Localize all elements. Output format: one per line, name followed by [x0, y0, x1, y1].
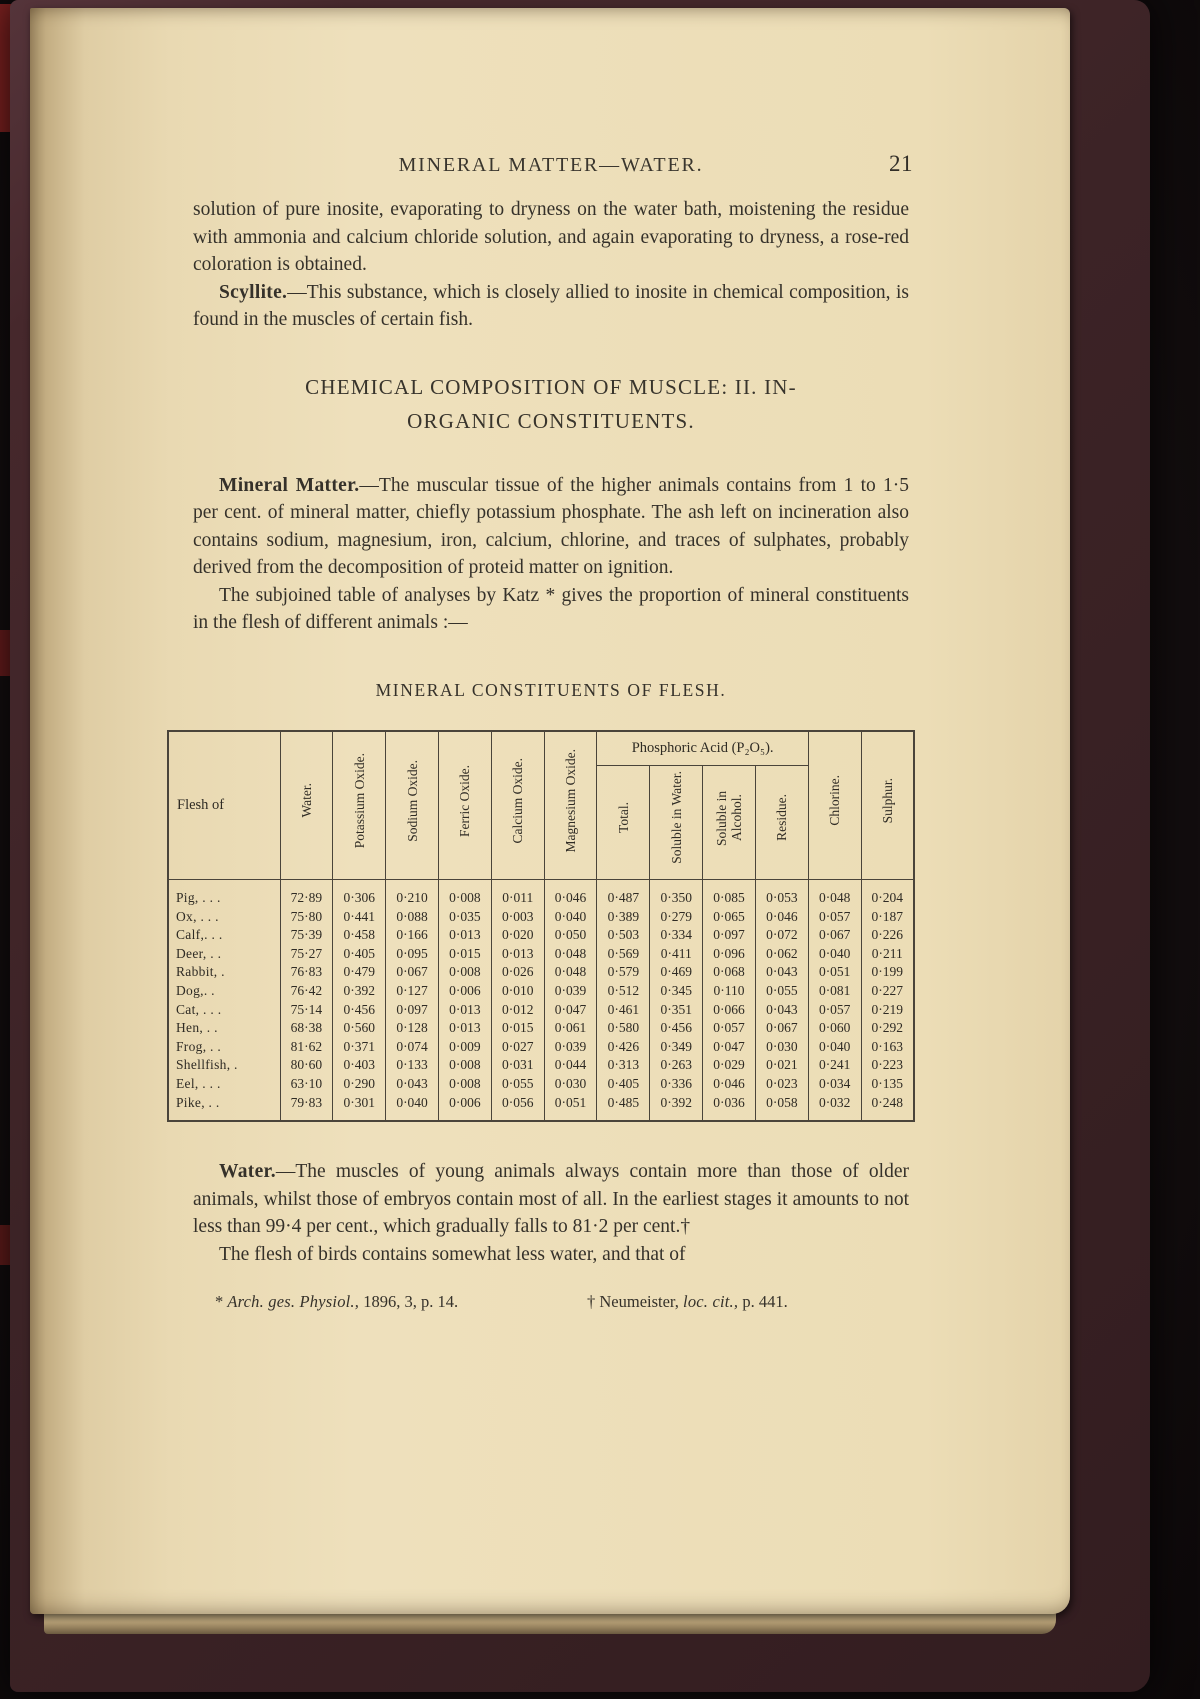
table-cell: 0·263 [650, 1056, 703, 1075]
table-cell: 0·403 [333, 1056, 386, 1075]
row-label: Deer, . . [168, 945, 280, 964]
table-cell: 0·204 [861, 880, 914, 908]
table-cell: 76·42 [280, 982, 333, 1001]
table-cell: 0·051 [808, 963, 861, 982]
column-header-calcium-oxide: Calcium Oxide. [491, 731, 544, 880]
table-cell: 0·061 [544, 1019, 597, 1038]
table-row [168, 880, 914, 908]
row-label: Hen, . . [168, 1019, 280, 1038]
running-head [193, 151, 913, 177]
section-heading-line2: ORGANIC CONSTITUENTS. [407, 408, 695, 433]
row-label: Frog, . . [168, 1038, 280, 1057]
table-cell: 0·512 [597, 982, 650, 1001]
table-cell: 0·036 [703, 1094, 756, 1122]
table-row [168, 1019, 914, 1038]
table-cell: 0·006 [438, 982, 491, 1001]
table-cell: 0·055 [491, 1075, 544, 1094]
row-label: Pig, . . . [168, 880, 280, 908]
table-cell: 0·072 [755, 926, 808, 945]
table-cell: 0·057 [703, 1019, 756, 1038]
table-header [168, 731, 914, 880]
table-cell: 0·066 [703, 1001, 756, 1020]
column-header-sulphur: Sulphur. [861, 731, 914, 880]
mineral-matter-text: —The muscular tissue of the higher animals contains from 1 to 1·5 per cent. of mineral matter, chiefly potassium phosphate. The ash left on incineration also contains sodium, magnesium, iron, calcium, chlorine, and traces of sulphates, probably derived from the decomposition of proteid matter on ignition. [193, 474, 909, 578]
table-cell: 0·411 [650, 945, 703, 964]
table-cell: 0·060 [808, 1019, 861, 1038]
table-cell: 0·043 [386, 1075, 439, 1094]
table-cell: 0·015 [491, 1019, 544, 1038]
table-cell: 0·096 [703, 945, 756, 964]
table-cell: 0·405 [597, 1075, 650, 1094]
table-cell: 0·461 [597, 1001, 650, 1020]
table-cell: 0·039 [544, 982, 597, 1001]
table-cell: 0·047 [544, 1001, 597, 1020]
table-cell: 0·050 [544, 926, 597, 945]
table-cell: 0·301 [333, 1094, 386, 1122]
book-cover [10, 0, 1150, 1692]
column-header-soluble-in-water: Soluble in Water. [650, 765, 703, 880]
table-cell: 0·349 [650, 1038, 703, 1057]
table-cell: 0·056 [491, 1094, 544, 1122]
table-cell: 0·013 [438, 926, 491, 945]
table-cell: 0·046 [755, 908, 808, 927]
table-cell: 0·053 [755, 880, 808, 908]
table-cell: 0·044 [544, 1056, 597, 1075]
row-label: Calf,. . . [168, 926, 280, 945]
table-cell: 0·034 [808, 1075, 861, 1094]
table-cell: 0·163 [861, 1038, 914, 1057]
page-number: 21 [889, 151, 913, 176]
table-cell: 0·013 [438, 1001, 491, 1020]
column-header-ferric-oxide: Ferric Oxide. [438, 731, 491, 880]
table-cell: 72·89 [280, 880, 333, 908]
row-label: Ox, . . . [168, 908, 280, 927]
table-cell: 0·035 [438, 908, 491, 927]
table-cell: 0·027 [491, 1038, 544, 1057]
table-row [168, 1038, 914, 1057]
table-cell: 0·569 [597, 945, 650, 964]
table-cell: 0·279 [650, 908, 703, 927]
table-cell: 75·39 [280, 926, 333, 945]
column-header-flesh-of: Flesh of [168, 731, 280, 880]
table-row [168, 1094, 914, 1122]
table-cell: 0·336 [650, 1075, 703, 1094]
table-cell: 0·389 [597, 908, 650, 927]
table-cell: 0·048 [544, 963, 597, 982]
table-cell: 0·074 [386, 1038, 439, 1057]
footnote-loccit-italic: loc. cit., [683, 1292, 739, 1312]
table-cell: 0·003 [491, 908, 544, 927]
table-body [168, 880, 914, 1122]
table-row [168, 945, 914, 964]
table-cell: 0·040 [808, 945, 861, 964]
paragraph-birds: The flesh of birds contains somewhat less water, and that of [219, 1243, 686, 1265]
table-cell: 0·067 [755, 1019, 808, 1038]
table-cell: 0·085 [703, 880, 756, 908]
table-cell: 0·029 [703, 1056, 756, 1075]
table-cell: 0·579 [597, 963, 650, 982]
table-row [168, 1001, 914, 1020]
table-cell: 0·469 [650, 963, 703, 982]
table-row [168, 982, 914, 1001]
water-text: —The muscles of young animals always contain more than those of older animals, whilst those of embryos contain most of all. In the earliest stages it amounts to not less than 99·4 per cent., which gradually falls to 81·2 per cent.† [193, 1161, 909, 1238]
paragraph-mineral-matter [193, 472, 909, 582]
table-cell: 0·503 [597, 926, 650, 945]
table-title: MINERAL CONSTITUENTS OF FLESH. [375, 679, 727, 700]
table-cell: 0·048 [808, 880, 861, 908]
table-cell: 0·248 [861, 1094, 914, 1122]
table-cell: 0·458 [333, 926, 386, 945]
table-cell: 75·27 [280, 945, 333, 964]
column-header-potassium-oxide: Potassium Oxide. [333, 731, 386, 880]
table-cell: 0·039 [544, 1038, 597, 1057]
table-cell: 0·058 [755, 1094, 808, 1122]
book-page [30, 8, 1070, 1614]
table-cell: 0·006 [438, 1094, 491, 1122]
table-row [168, 926, 914, 945]
table-cell: 0·048 [544, 945, 597, 964]
table-cell: 0·097 [386, 1001, 439, 1020]
table-cell: 0·095 [386, 945, 439, 964]
table-cell: 0·055 [755, 982, 808, 1001]
table-row [168, 1056, 914, 1075]
table-cell: 0·043 [755, 963, 808, 982]
water-lead: Water. [219, 1161, 276, 1183]
table-cell: 0·223 [861, 1056, 914, 1075]
table-cell: 0·008 [438, 963, 491, 982]
table-cell: 0·580 [597, 1019, 650, 1038]
table-cell: 0·023 [755, 1075, 808, 1094]
table-cell: 0·043 [755, 1001, 808, 1020]
table-cell: 76·83 [280, 963, 333, 982]
table-cell: 0·110 [703, 982, 756, 1001]
table-cell: 0·051 [544, 1094, 597, 1122]
row-label: Eel, . . . [168, 1075, 280, 1094]
row-label: Pike, . . [168, 1094, 280, 1122]
table-cell: 0·065 [703, 908, 756, 927]
mineral-matter-lead: Mineral Matter. [219, 474, 360, 496]
table-cell: 0·226 [861, 926, 914, 945]
table-cell: 0·313 [597, 1056, 650, 1075]
paragraph-water [193, 1158, 909, 1241]
table-cell: 0·479 [333, 963, 386, 982]
table-cell: 0·021 [755, 1056, 808, 1075]
table-cell: 0·010 [491, 982, 544, 1001]
table-cell: 0·030 [544, 1075, 597, 1094]
table-cell: 0·290 [333, 1075, 386, 1094]
column-header-residue: Residue. [755, 765, 808, 880]
table-cell: 0·047 [703, 1038, 756, 1057]
table-cell: 0·441 [333, 908, 386, 927]
paragraph-subjoined: The subjoined table of analyses by Katz * gives the proportion of mineral constituents in the flesh of different animals :— [193, 584, 909, 633]
table-cell: 0·088 [386, 908, 439, 927]
table-cell: 0·097 [703, 926, 756, 945]
table-cell: 75·14 [280, 1001, 333, 1020]
scyllite-lead: Scyllite. [219, 281, 288, 303]
table-cell: 0·456 [650, 1019, 703, 1038]
table-cell: 0·392 [650, 1094, 703, 1122]
table-cell: 0·031 [491, 1056, 544, 1075]
running-header-title: MINERAL MATTER—WATER. [398, 154, 704, 176]
table-cell: 0·057 [808, 908, 861, 927]
table-cell: 0·062 [755, 945, 808, 964]
table-cell: 0·046 [703, 1075, 756, 1094]
table-cell: 0·371 [333, 1038, 386, 1057]
table-cell: 0·008 [438, 880, 491, 908]
table-cell: 0·351 [650, 1001, 703, 1020]
table-cell: 0·560 [333, 1019, 386, 1038]
table-cell: 0·166 [386, 926, 439, 945]
table-cell: 0·067 [808, 926, 861, 945]
table-row [168, 1075, 914, 1094]
table-cell: 68·38 [280, 1019, 333, 1038]
table-cell: 0·015 [438, 945, 491, 964]
section-heading-line1: CHEMICAL COMPOSITION OF MUSCLE: II. IN- [305, 374, 797, 399]
table-cell: 0·081 [808, 982, 861, 1001]
page-content [176, 196, 909, 1316]
scyllite-text: —This substance, which is closely allied to inosite in chemical composition, is found in the muscles of certain fish. [193, 281, 909, 330]
table-cell: 0·456 [333, 1001, 386, 1020]
paragraph-scyllite [193, 279, 909, 334]
table-cell: 79·83 [280, 1094, 333, 1122]
table-cell: 0·040 [808, 1038, 861, 1057]
table-cell: 0·008 [438, 1075, 491, 1094]
table-cell: 0·040 [386, 1094, 439, 1122]
table-cell: 0·487 [597, 880, 650, 908]
table-cell: 0·026 [491, 963, 544, 982]
column-header-sodium-oxide: Sodium Oxide. [386, 731, 439, 880]
column-header-soluble-in-alcohol: Soluble in Alcohol. [703, 765, 756, 880]
table-cell: 0·405 [333, 945, 386, 964]
row-label: Dog,. . [168, 982, 280, 1001]
table-cell: 0·292 [861, 1019, 914, 1038]
table-cell: 0·008 [438, 1056, 491, 1075]
column-header-magnesium-oxide: Magnesium Oxide. [544, 731, 597, 880]
table-cell: 0·350 [650, 880, 703, 908]
table-row [168, 963, 914, 982]
table-cell: 0·210 [386, 880, 439, 908]
table-cell: 0·067 [386, 963, 439, 982]
table-cell: 0·334 [650, 926, 703, 945]
row-label: Rabbit, . [168, 963, 280, 982]
table-cell: 0·306 [333, 880, 386, 908]
table-cell: 0·046 [544, 880, 597, 908]
row-label: Cat, . . . [168, 1001, 280, 1020]
table-cell: 0·020 [491, 926, 544, 945]
table-cell: 0·030 [755, 1038, 808, 1057]
table-cell: 0·219 [861, 1001, 914, 1020]
table-cell: 75·80 [280, 908, 333, 927]
column-header-total: Total. [597, 765, 650, 880]
table-cell: 0·485 [597, 1094, 650, 1122]
table-cell: 0·032 [808, 1094, 861, 1122]
table-cell: 0·040 [544, 908, 597, 927]
table-cell: 0·013 [438, 1019, 491, 1038]
table-cell: 0·227 [861, 982, 914, 1001]
footnote-source-italic: Arch. ges. Physiol., [227, 1292, 360, 1312]
table-cell: 0·241 [808, 1056, 861, 1075]
table-row [168, 908, 914, 927]
table-cell: 0·127 [386, 982, 439, 1001]
column-group-phosphoric-acid: Phosphoric Acid (P₂O₅). [597, 731, 808, 765]
table-cell: 81·62 [280, 1038, 333, 1057]
table-cell: 0·057 [808, 1001, 861, 1020]
table-cell: 0·133 [386, 1056, 439, 1075]
table-cell: 0·135 [861, 1075, 914, 1094]
table-cell: 0·011 [491, 880, 544, 908]
table-cell: 0·068 [703, 963, 756, 982]
table-cell: 0·426 [597, 1038, 650, 1057]
footnote-neumeister: † Neumeister, loc. cit., p. 441. [587, 1292, 788, 1312]
row-label: Shellfish, . [168, 1056, 280, 1075]
footnotes [193, 1288, 909, 1316]
table-cell: 0·013 [491, 945, 544, 964]
column-header-chlorine: Chlorine. [808, 731, 861, 880]
table-cell: 0·009 [438, 1038, 491, 1057]
mineral-constituents-table [167, 730, 915, 1122]
table-cell: 0·012 [491, 1001, 544, 1020]
paragraph-inosite: solution of pure inosite, evaporating to dryness on the water bath, moistening the residue with ammonia and calcium chloride solution, and again evaporating to dryness, a rose-red coloration is obtained. [193, 199, 909, 275]
table-cell: 63·10 [280, 1075, 333, 1094]
column-header-water: Water. [280, 731, 333, 880]
table-cell: 80·60 [280, 1056, 333, 1075]
table-cell: 0·211 [861, 945, 914, 964]
table-cell: 0·392 [333, 982, 386, 1001]
table-cell: 0·199 [861, 963, 914, 982]
footnote-katz: * Arch. ges. Physiol., 1896, 3, p. 14. [215, 1292, 459, 1312]
table-cell: 0·187 [861, 908, 914, 927]
section-heading [203, 370, 899, 438]
table-cell: 0·345 [650, 982, 703, 1001]
table-cell: 0·128 [386, 1019, 439, 1038]
